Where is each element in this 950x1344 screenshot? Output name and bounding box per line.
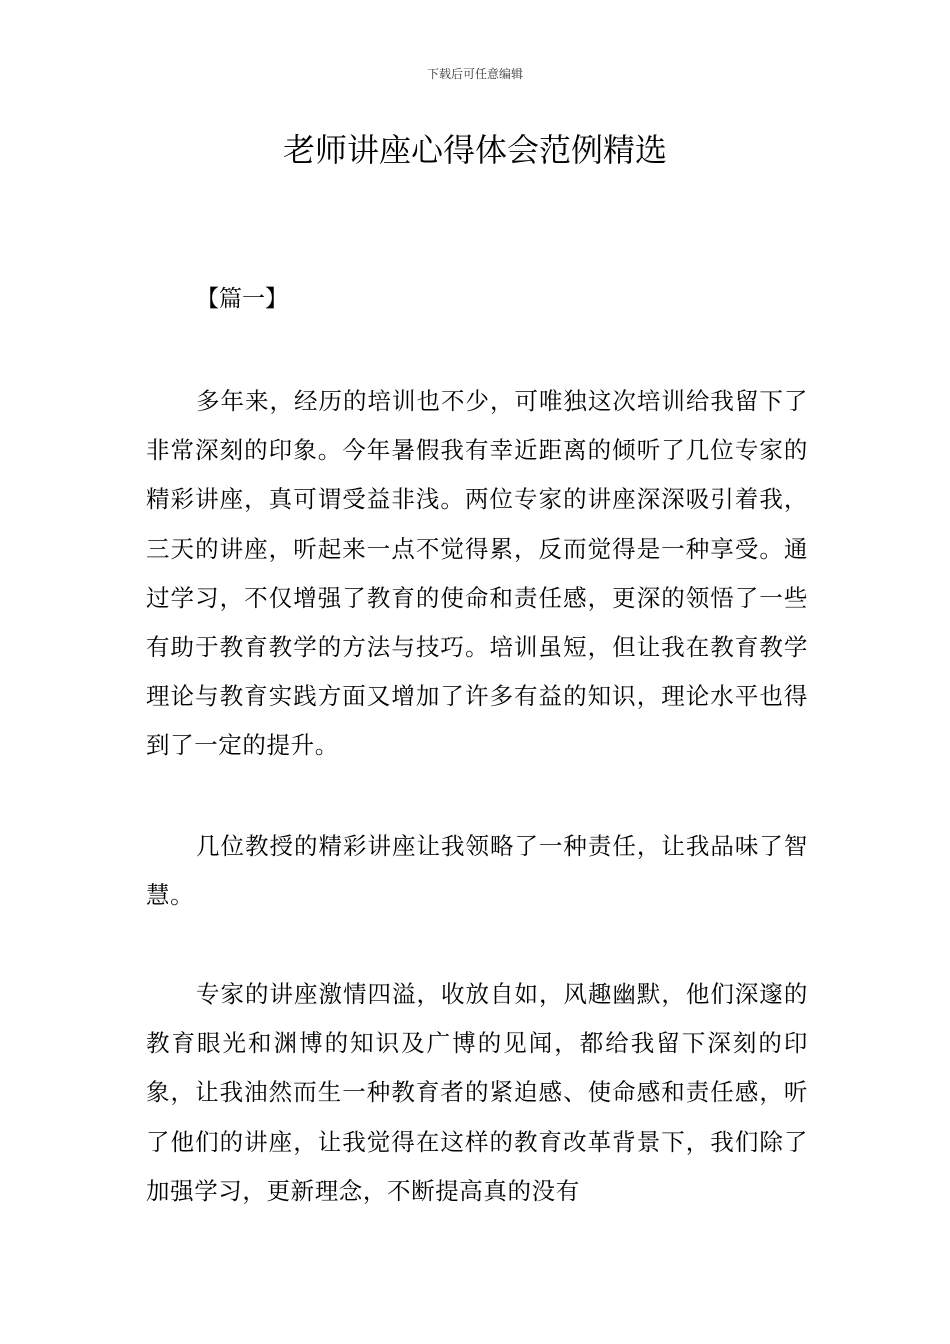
section-label: 【篇一】: [196, 286, 288, 312]
body-paragraph: 几位教授的精彩讲座让我领略了一种责任，让我品味了智慧。: [146, 832, 808, 910]
body-paragraph: 专家的讲座激情四溢，收放自如，风趣幽默，他们深邃的教育眼光和渊博的知识及广博的见闻，都给我留下深刻的印象，让我油然而生一种教育者的紧迫感、使命感和责任感，听了他们的讲座，让我觉得在这样的教育改革背景下，我们除了加强学习，更新理念，不断提高真的没有: [146, 980, 808, 1205]
page-title: 老师讲座心得体会范例精选: [282, 131, 667, 169]
header-note: 下载后可任意编辑: [426, 67, 523, 81]
body-paragraph: 多年来，经历的培训也不少，可唯独这次培训给我留下了非常深刻的印象。今年暑假我有幸近距离的倾听了几位专家的精彩讲座，真可谓受益非浅。两位专家的讲座深深吸引着我，三天的讲座，听起来一点不觉得累，反而觉得是一种享受。通过学习，不仅增强了教育的使命和责任感，更深的领悟了一些有助于教育教学的方法与技巧。培训虽短，但让我在教育教学理论与教育实践方面又增加了许多有益的知识，理论水平也得到了一定的提升。: [146, 387, 808, 760]
